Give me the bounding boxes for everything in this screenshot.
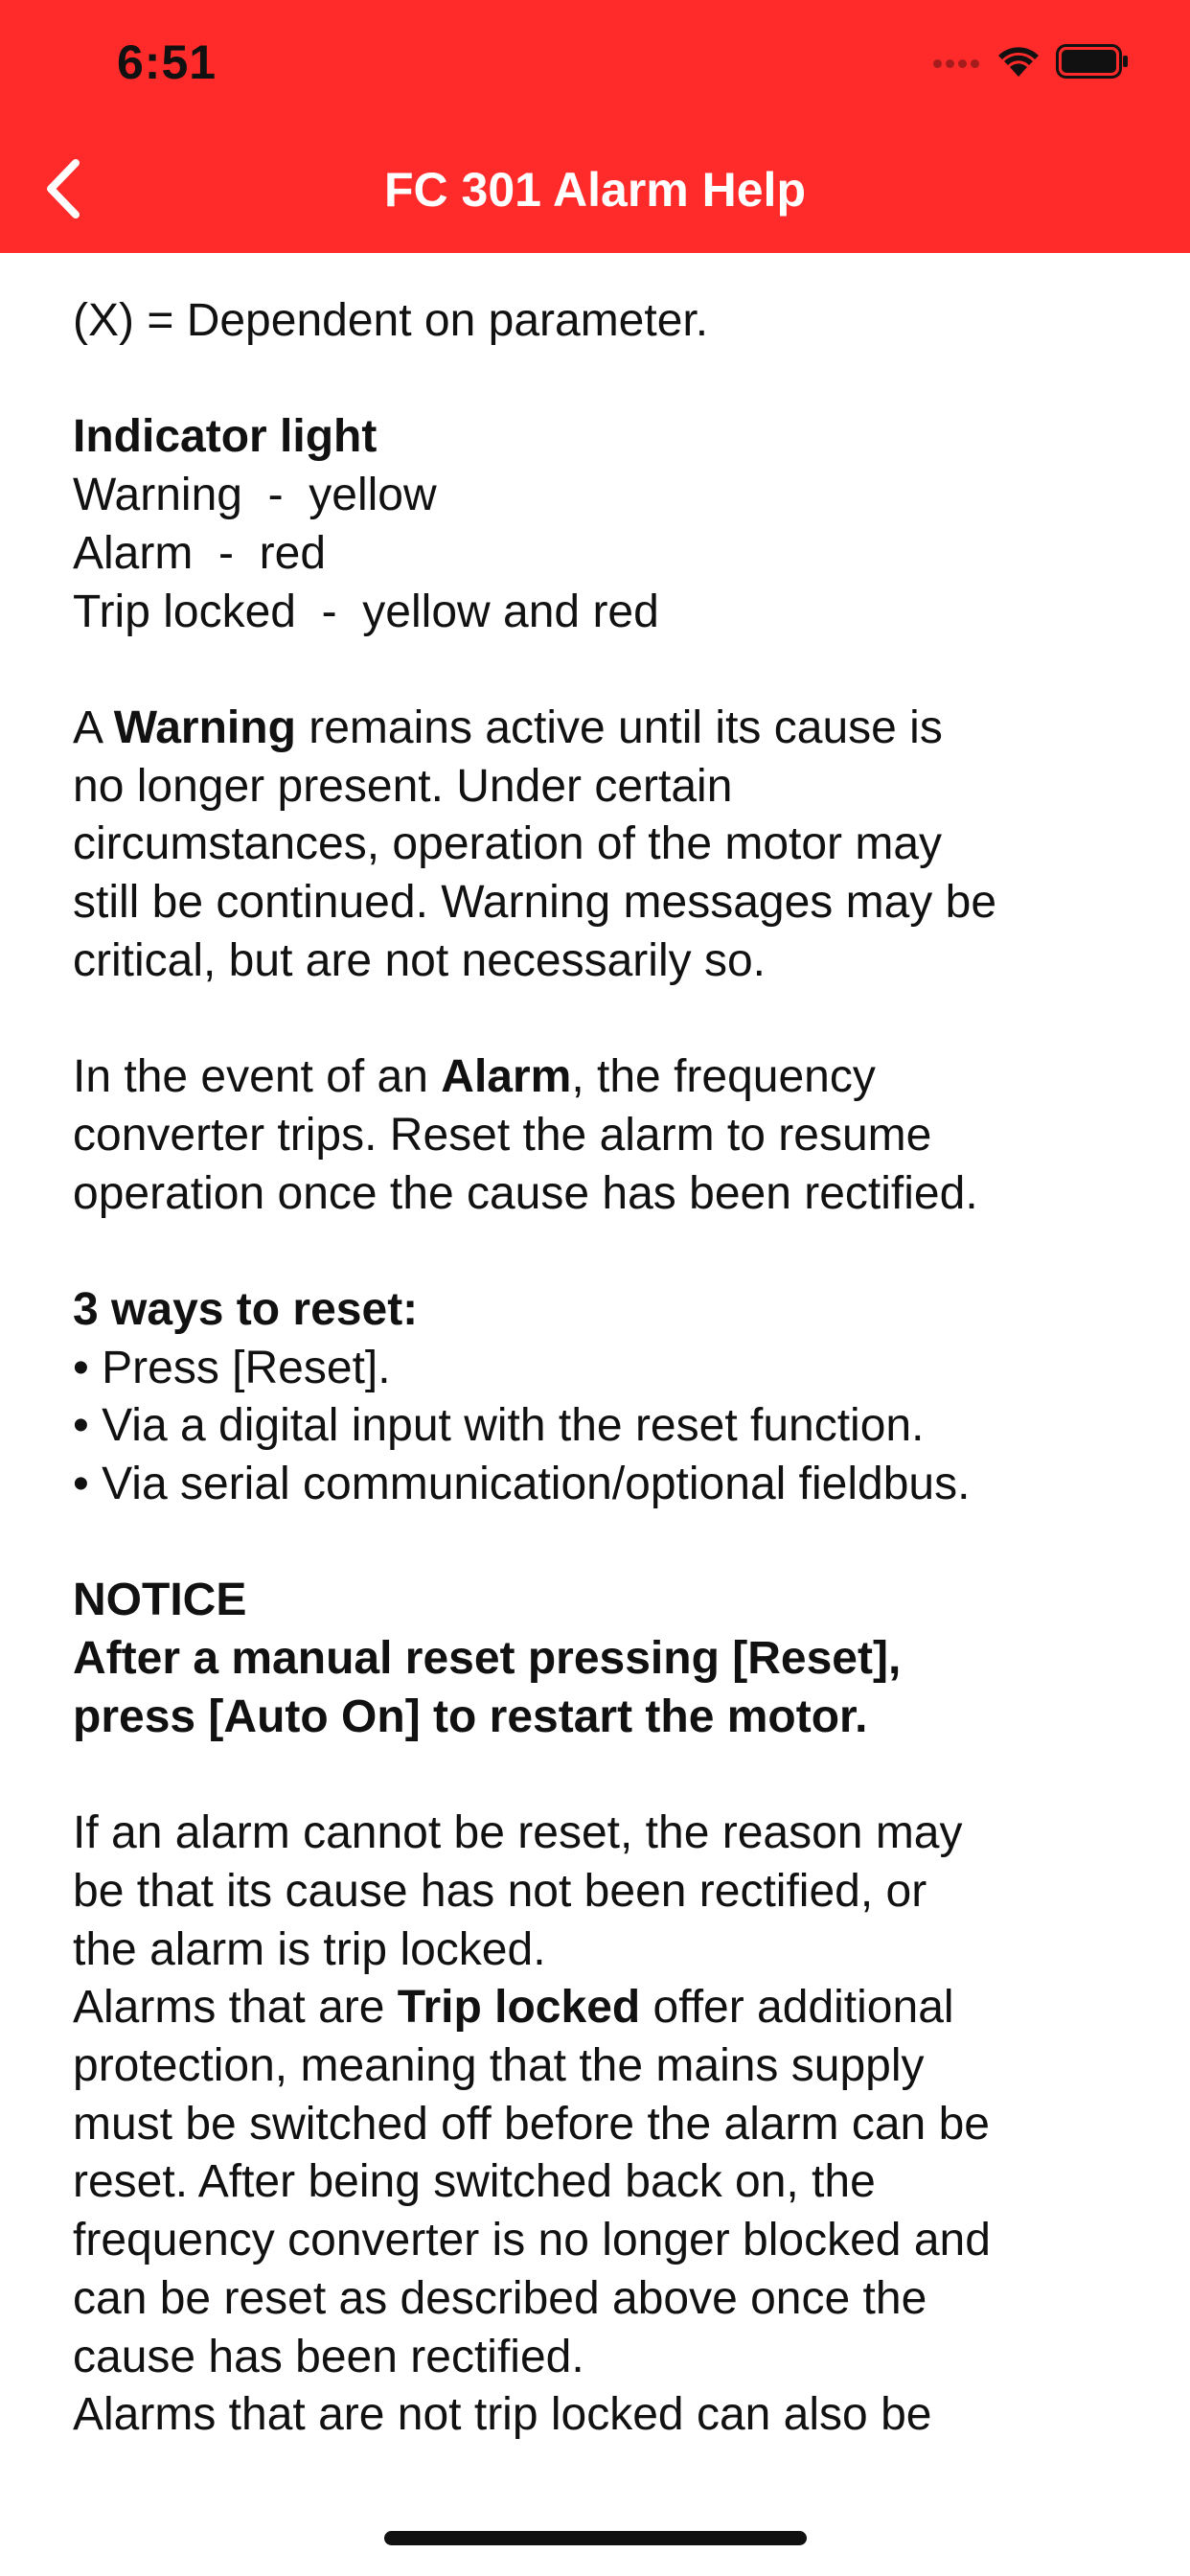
- spacer: [73, 1223, 1146, 1281]
- page-title: FC 301 Alarm Help: [384, 163, 806, 217]
- trip-locked-paragraph-line: cause has been rectified.: [73, 2331, 584, 2382]
- spacer: [73, 990, 1146, 1048]
- alarm-term: Alarm: [441, 1051, 572, 1103]
- reset-method-item: • Via serial communication/optional fieldbus.: [73, 1459, 971, 1509]
- warning-paragraph-line: no longer present. Under certain: [73, 760, 733, 812]
- parameter-note: (X) = Dependent on parameter.: [73, 295, 709, 346]
- alarm-paragraph-line: [73, 1048, 1146, 1107]
- alarm-line1-rest: , the frequency: [571, 1051, 876, 1103]
- warning-term: Warning: [113, 702, 296, 753]
- cellular-signal-icon: [933, 59, 983, 68]
- cannot-reset-line: If an alarm cannot be reset, the reason may: [73, 1807, 963, 1859]
- cannot-reset-line: the alarm is trip locked.: [73, 1923, 546, 1975]
- help-text-content[interactable]: [73, 292, 1146, 2444]
- alarm-paragraph-line: operation once the cause has been rectified.: [73, 1167, 978, 1219]
- warning-line1-rest: remains active until its cause is: [295, 702, 943, 753]
- warning-paragraph-line: critical, but are not necessarily so.: [73, 934, 766, 986]
- status-bar: [0, 0, 1190, 126]
- warning-prefix: A: [73, 702, 114, 753]
- notice-text-line: After a manual reset pressing [Reset],: [73, 1633, 902, 1685]
- trip-line1-rest: offer additional: [640, 1982, 954, 2034]
- trip-locked-paragraph-line: frequency converter is no longer blocked and: [73, 2215, 991, 2266]
- indicator-warning: Warning - yellow: [73, 470, 437, 521]
- status-icons: [933, 42, 1129, 84]
- reset-method-item: • Via a digital input with the reset function.: [73, 1400, 925, 1452]
- home-indicator[interactable]: [384, 2531, 807, 2545]
- notice-heading: NOTICE: [73, 1575, 247, 1626]
- chevron-left-icon: [41, 157, 83, 225]
- status-time: 6:51: [117, 35, 217, 89]
- warning-paragraph-line: [73, 700, 1146, 758]
- trip-locked-paragraph-line: protection, meaning that the mains supply: [73, 2040, 925, 2091]
- spacer: [73, 1747, 1146, 1806]
- alarm-prefix: In the event of an: [73, 1051, 442, 1103]
- trip-locked-paragraph-line: Alarms that are not trip locked can also be: [73, 2389, 932, 2441]
- indicator-alarm: Alarm - red: [73, 527, 327, 579]
- navigation-bar: [0, 126, 1190, 253]
- battery-icon: [1056, 44, 1129, 83]
- indicator-trip-locked: Trip locked - yellow and red: [73, 586, 659, 637]
- trip-locked-paragraph-line: must be switched off before the alarm can be: [73, 2098, 990, 2150]
- trip-locked-paragraph-line: reset. After being switched back on, the: [73, 2156, 876, 2208]
- reset-method-item: • Press [Reset].: [73, 1342, 391, 1393]
- spacer: [73, 351, 1146, 409]
- alarm-paragraph-line: converter trips. Reset the alarm to resume: [73, 1109, 932, 1161]
- indicator-light-heading: Indicator light: [73, 411, 378, 463]
- spacer: [73, 641, 1146, 700]
- cannot-reset-line: be that its cause has not been rectified, or: [73, 1865, 927, 1917]
- header: [0, 0, 1190, 253]
- back-button[interactable]: [19, 148, 105, 234]
- trip-locked-paragraph-line: can be reset as described above once the: [73, 2272, 927, 2324]
- warning-paragraph-line: circumstances, operation of the motor may: [73, 818, 943, 870]
- warning-paragraph-line: still be continued. Warning messages may be: [73, 877, 997, 928]
- spacer: [73, 1514, 1146, 1573]
- trip-locked-term: Trip locked: [397, 1982, 641, 2034]
- notice-text-line: press [Auto On] to restart the motor.: [73, 1690, 868, 1742]
- wifi-icon: [996, 45, 1041, 82]
- reset-methods-heading: 3 ways to reset:: [73, 1283, 419, 1335]
- trip-prefix: Alarms that are: [73, 1982, 398, 2034]
- trip-locked-paragraph-line: [73, 1979, 1146, 2037]
